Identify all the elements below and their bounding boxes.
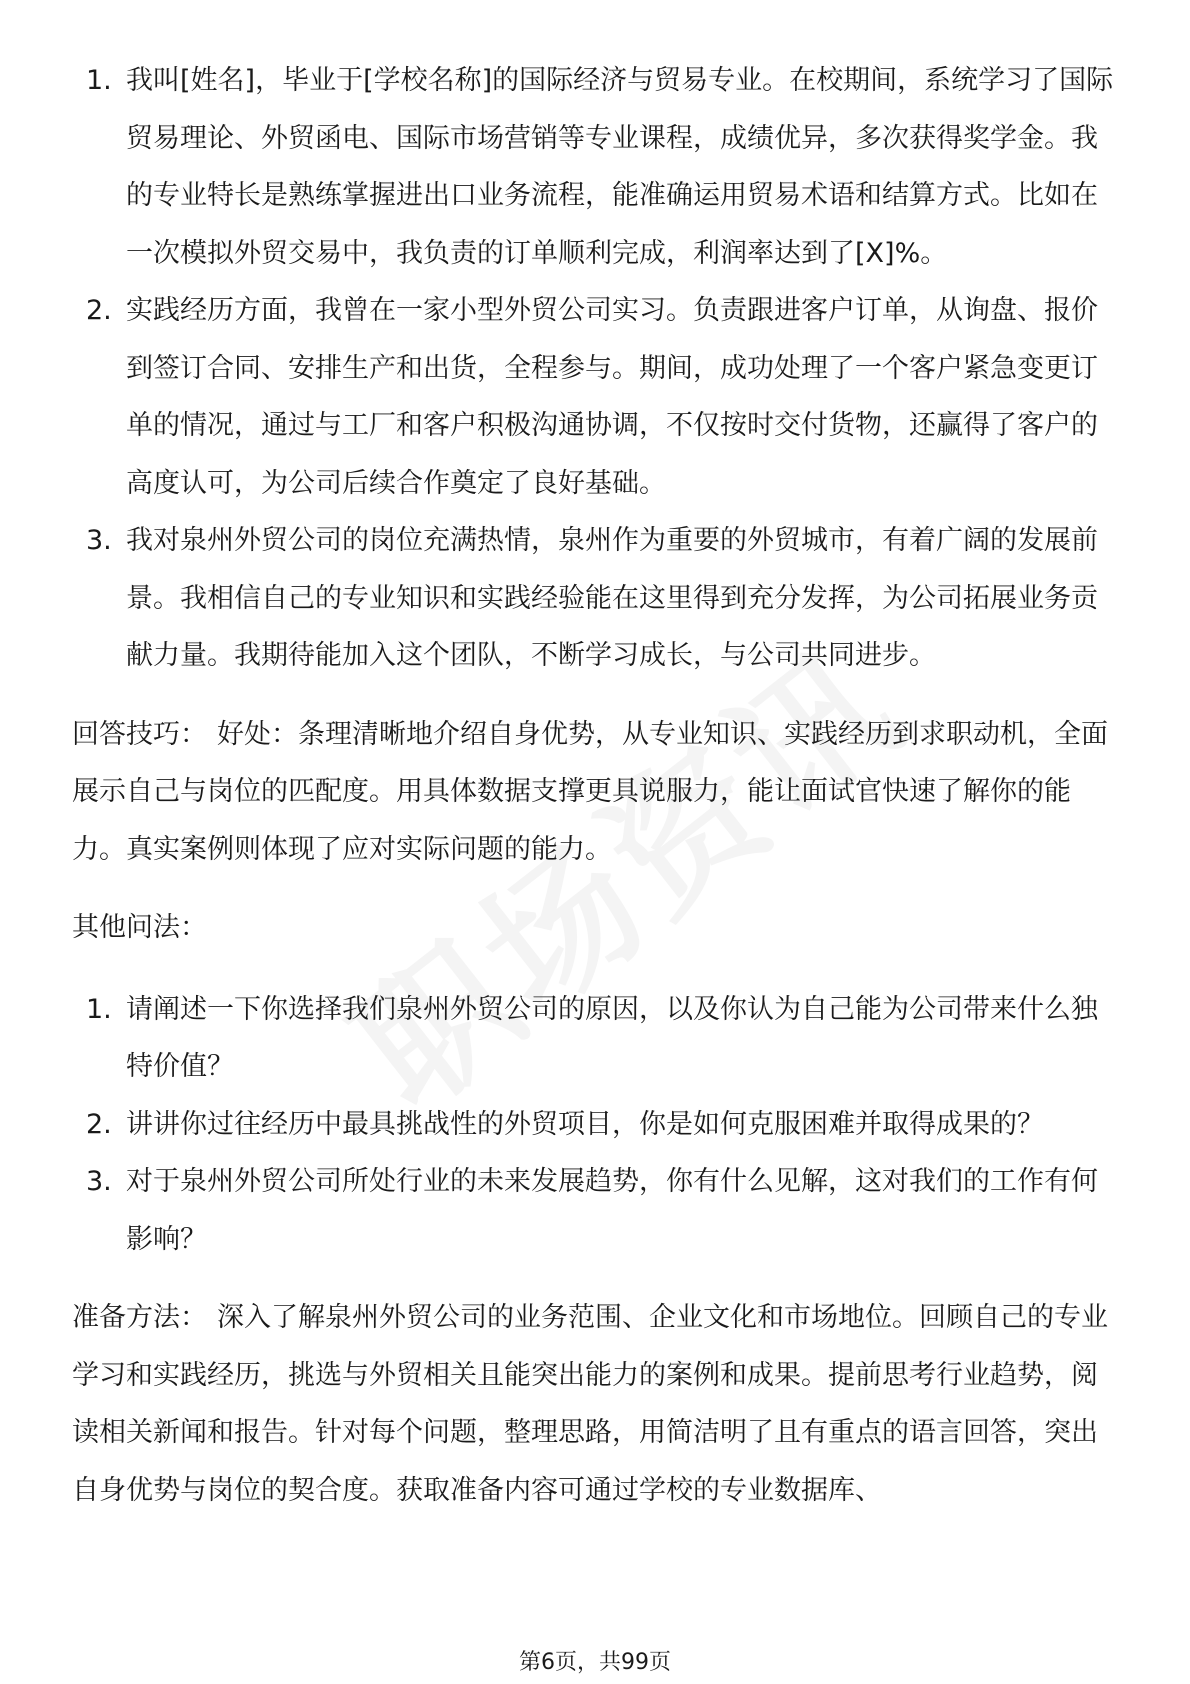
list-item-number: 2. <box>86 1108 112 1140</box>
prep-text: 深入了解泉州外贸公司的业务范围、企业文化和市场地位。回顾自己的专业学习和实践经历，挑选与外贸相关且能突出能力的案例和成果。提前思考行业趋势，阅读相关新闻和报告。针对每个问题，整理思路，用简洁明了且有重点的语言回答，突出自身优势与岗位的契合度。获取准备内容可通过学校的专业数据库、 <box>72 1302 1108 1506</box>
answer-list <box>72 52 1116 685</box>
list-item-text: 我叫[姓名]，毕业于[学校名称]的国际经济与贸易专业。在校期间，系统学习了国际贸易理论、外贸函电、国际市场营销等专业课程，成绩优异，多次获得奖学金。我的专业特长是熟练掌握进出口业务流程，能准确运用贸易术语和结算方式。比如在一次模拟外贸交易中，我负责的订单顺利完成，利润率达到了[X]%。 <box>126 65 1114 269</box>
list-item <box>72 1153 1116 1268</box>
list-item-text: 对于泉州外贸公司所处行业的未来发展趋势，你有什么见解，这对我们的工作有何影响？ <box>126 1166 1098 1255</box>
list-item-number: 3. <box>86 1166 112 1197</box>
list-item <box>72 52 1116 282</box>
list-item-text: 请阐述一下你选择我们泉州外贸公司的原因，以及你认为自己能为公司带来什么独特价值？ <box>126 993 1098 1082</box>
list-item-number: 1. <box>86 993 112 1025</box>
page-content <box>72 52 1116 1519</box>
list-item-number: 1. <box>86 65 112 96</box>
page-number-footer: 第6页，共99页 <box>519 1650 671 1675</box>
tips-text: 好处：条理清晰地介绍自身优势，从专业知识、实践经历到求职动机，全面展示自己与岗位的匹配度。用具体数据支撑更具说服力，能让面试官快速了解你的能力。真实案例则体现了应对实际问题的能力。 <box>72 718 1108 865</box>
list-item-number: 2. <box>86 295 112 326</box>
list-item-text: 讲讲你过往经历中最具挑战性的外贸项目，你是如何克服困难并取得成果的？ <box>126 1108 1044 1140</box>
other-questions-heading <box>72 899 1116 957</box>
list-item <box>72 1096 1116 1154</box>
list-item-text: 我对泉州外贸公司的岗位充满热情，泉州作为重要的外贸城市，有着广阔的发展前景。我相信自己的专业知识和实践经验能在这里得到充分发挥，为公司拓展业务贡献力量。我期待能加入这个团队，不断学习成长，与公司共同进步。 <box>126 525 1098 671</box>
other-questions-label: 其他问法： <box>72 912 207 943</box>
tips-paragraph <box>72 706 1116 879</box>
other-questions-list <box>72 981 1116 1269</box>
prep-paragraph <box>72 1289 1116 1519</box>
list-item-text: 实践经历方面，我曾在一家小型外贸公司实习。负责跟进客户订单，从询盘、报价到签订合同、安排生产和出货，全程参与。期间，成功处理了一个客户紧急变更订单的情况，通过与工厂和客户积极沟通协调，不仅按时交付货物，还赢得了客户的高度认可，为公司后续合作奠定了良好基础。 <box>126 295 1098 499</box>
list-item-number: 3. <box>86 525 112 556</box>
list-item <box>72 282 1116 512</box>
prep-label: 准备方法： <box>72 1302 207 1333</box>
list-item <box>72 981 1116 1096</box>
list-item <box>72 512 1116 685</box>
tips-label: 回答技巧： <box>72 718 207 750</box>
